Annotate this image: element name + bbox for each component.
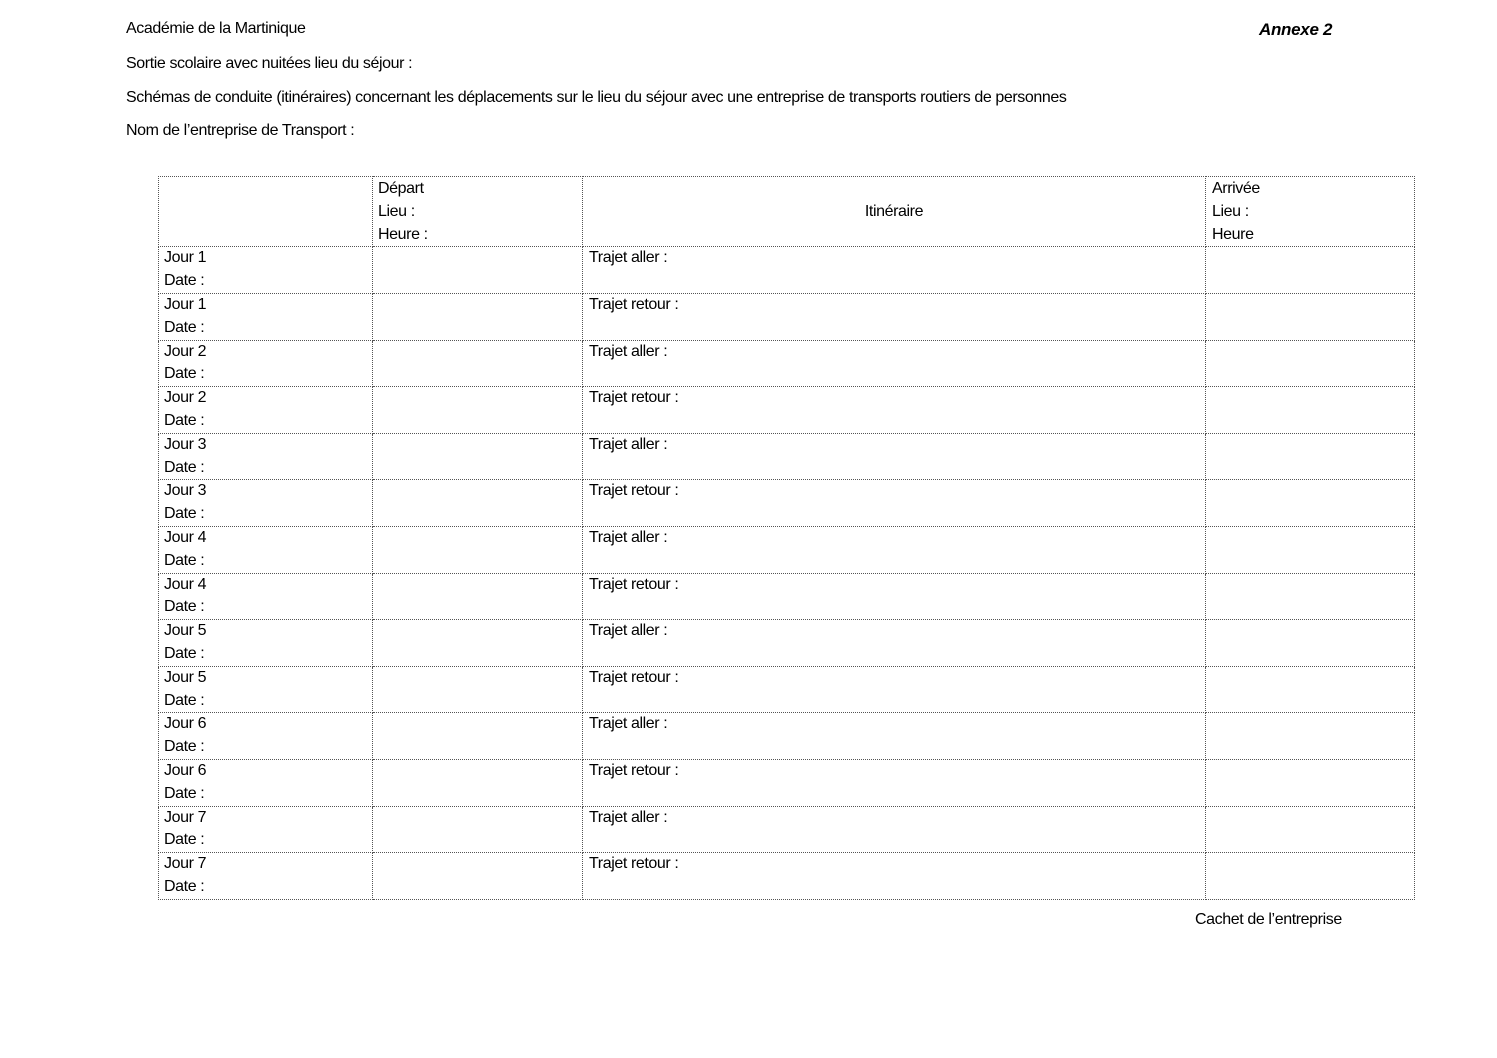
header-empty-cell [159, 177, 373, 247]
table-row [159, 713, 1415, 760]
date-label: Date : [164, 598, 205, 616]
jour-cell [159, 526, 373, 573]
date-label: Date : [164, 365, 205, 383]
header-arrivee-heure: Heure [1212, 225, 1254, 243]
jour-cell [159, 573, 373, 620]
depart-cell[interactable] [373, 340, 583, 387]
itineraire-cell[interactable] [583, 480, 1206, 527]
table-row [159, 526, 1415, 573]
itineraire-cell[interactable] [583, 573, 1206, 620]
table-row [159, 806, 1415, 853]
depart-cell[interactable] [373, 573, 583, 620]
jour-cell [159, 853, 373, 900]
depart-cell[interactable] [373, 666, 583, 713]
jour-cell [159, 806, 373, 853]
table-row [159, 247, 1415, 294]
header-depart-cell [373, 177, 583, 247]
jour-label: Jour 1 [164, 295, 207, 313]
depart-cell[interactable] [373, 620, 583, 667]
trajet-label: Trajet retour : [589, 855, 679, 873]
date-label: Date : [164, 784, 205, 802]
table-row [159, 759, 1415, 806]
trajet-label: Trajet retour : [589, 295, 679, 313]
itinerary-table [158, 176, 1415, 900]
arrivee-cell[interactable] [1206, 806, 1415, 853]
jour-cell [159, 713, 373, 760]
table-row [159, 853, 1415, 900]
arrivee-cell[interactable] [1206, 526, 1415, 573]
date-label: Date : [164, 505, 205, 523]
date-label: Date : [164, 691, 205, 709]
jour-label: Jour 3 [164, 482, 207, 500]
trajet-label: Trajet aller : [589, 715, 668, 733]
itineraire-cell[interactable] [583, 526, 1206, 573]
jour-label: Jour 2 [164, 389, 207, 407]
trajet-label: Trajet aller : [589, 528, 668, 546]
depart-cell[interactable] [373, 526, 583, 573]
itineraire-cell[interactable] [583, 666, 1206, 713]
annexe-label: Annexe 2 [1259, 20, 1333, 39]
trajet-label: Trajet retour : [589, 668, 679, 686]
arrivee-cell[interactable] [1206, 620, 1415, 667]
table-row [159, 620, 1415, 667]
jour-cell [159, 247, 373, 294]
itineraire-cell[interactable] [583, 713, 1206, 760]
trajet-label: Trajet aller : [589, 622, 668, 640]
jour-cell [159, 480, 373, 527]
jour-label: Jour 6 [164, 715, 207, 733]
depart-cell[interactable] [373, 713, 583, 760]
sortie-field-label: Sortie scolaire avec nuitées lieu du séjour : [126, 55, 413, 72]
jour-cell [159, 387, 373, 434]
date-label: Date : [164, 644, 205, 662]
cachet-label: Cachet de l’entreprise [1195, 911, 1342, 928]
date-label: Date : [164, 318, 205, 336]
itineraire-cell[interactable] [583, 340, 1206, 387]
itineraire-cell[interactable] [583, 387, 1206, 434]
trajet-label: Trajet retour : [589, 389, 679, 407]
header-itineraire-title: Itinéraire [864, 202, 924, 220]
arrivee-cell[interactable] [1206, 759, 1415, 806]
jour-cell [159, 433, 373, 480]
header-depart-lieu: Lieu : [378, 202, 415, 220]
depart-cell[interactable] [373, 387, 583, 434]
header-depart-heure: Heure : [378, 225, 428, 243]
trajet-label: Trajet retour : [589, 482, 679, 500]
jour-label: Jour 4 [164, 528, 207, 546]
depart-cell[interactable] [373, 759, 583, 806]
date-label: Date : [164, 272, 205, 290]
trajet-label: Trajet retour : [589, 761, 679, 779]
depart-cell[interactable] [373, 293, 583, 340]
arrivee-cell[interactable] [1206, 713, 1415, 760]
depart-cell[interactable] [373, 433, 583, 480]
arrivee-cell[interactable] [1206, 340, 1415, 387]
jour-cell [159, 340, 373, 387]
itineraire-cell[interactable] [583, 853, 1206, 900]
date-label: Date : [164, 551, 205, 569]
header-itineraire-cell [583, 177, 1206, 247]
academie-title: Académie de la Martinique [126, 20, 306, 37]
date-label: Date : [164, 458, 205, 476]
itineraire-cell[interactable] [583, 806, 1206, 853]
date-label: Date : [164, 877, 205, 895]
jour-label: Jour 4 [164, 575, 207, 593]
itineraire-cell[interactable] [583, 293, 1206, 340]
trajet-label: Trajet aller : [589, 808, 668, 826]
arrivee-cell[interactable] [1206, 387, 1415, 434]
trajet-label: Trajet aller : [589, 342, 668, 360]
depart-cell[interactable] [373, 853, 583, 900]
jour-label: Jour 7 [164, 808, 207, 826]
depart-cell[interactable] [373, 247, 583, 294]
table-row [159, 293, 1415, 340]
jour-label: Jour 5 [164, 622, 207, 640]
jour-label: Jour 2 [164, 342, 207, 360]
jour-label: Jour 6 [164, 761, 207, 779]
depart-cell[interactable] [373, 480, 583, 527]
depart-cell[interactable] [373, 806, 583, 853]
table-row [159, 387, 1415, 434]
arrivee-cell[interactable] [1206, 433, 1415, 480]
table-header-row [159, 177, 1415, 247]
itineraire-cell[interactable] [583, 759, 1206, 806]
arrivee-cell[interactable] [1206, 480, 1415, 527]
table-row [159, 433, 1415, 480]
trajet-label: Trajet aller : [589, 249, 668, 267]
header-arrivee-lieu: Lieu : [1212, 202, 1249, 220]
schemas-description: Schémas de conduite (itinéraires) concernant les déplacements sur le lieu du séjour avec une entreprise de transports routiers de personnes [126, 89, 1067, 106]
jour-label: Jour 1 [164, 249, 207, 267]
table-row [159, 666, 1415, 713]
trajet-label: Trajet aller : [589, 435, 668, 453]
date-label: Date : [164, 738, 205, 756]
jour-label: Jour 7 [164, 855, 207, 873]
jour-cell [159, 759, 373, 806]
jour-cell [159, 620, 373, 667]
trajet-label: Trajet retour : [589, 575, 679, 593]
jour-label: Jour 3 [164, 435, 207, 453]
jour-cell [159, 666, 373, 713]
arrivee-cell[interactable] [1206, 573, 1415, 620]
arrivee-cell[interactable] [1206, 293, 1415, 340]
table-row [159, 340, 1415, 387]
header-arrivee-title: Arrivée [1212, 180, 1260, 197]
entreprise-field-label: Nom de l’entreprise de Transport : [126, 122, 355, 139]
header-arrivee-cell [1206, 177, 1415, 247]
jour-label: Jour 5 [164, 668, 207, 686]
table-row [159, 573, 1415, 620]
header-depart-title: Départ [378, 180, 424, 197]
arrivee-cell[interactable] [1206, 247, 1415, 294]
jour-cell [159, 293, 373, 340]
itineraire-cell[interactable] [583, 620, 1206, 667]
arrivee-cell[interactable] [1206, 853, 1415, 900]
itineraire-cell[interactable] [583, 433, 1206, 480]
date-label: Date : [164, 831, 205, 849]
arrivee-cell[interactable] [1206, 666, 1415, 713]
date-label: Date : [164, 411, 205, 429]
table-row [159, 480, 1415, 527]
itineraire-cell[interactable] [583, 247, 1206, 294]
